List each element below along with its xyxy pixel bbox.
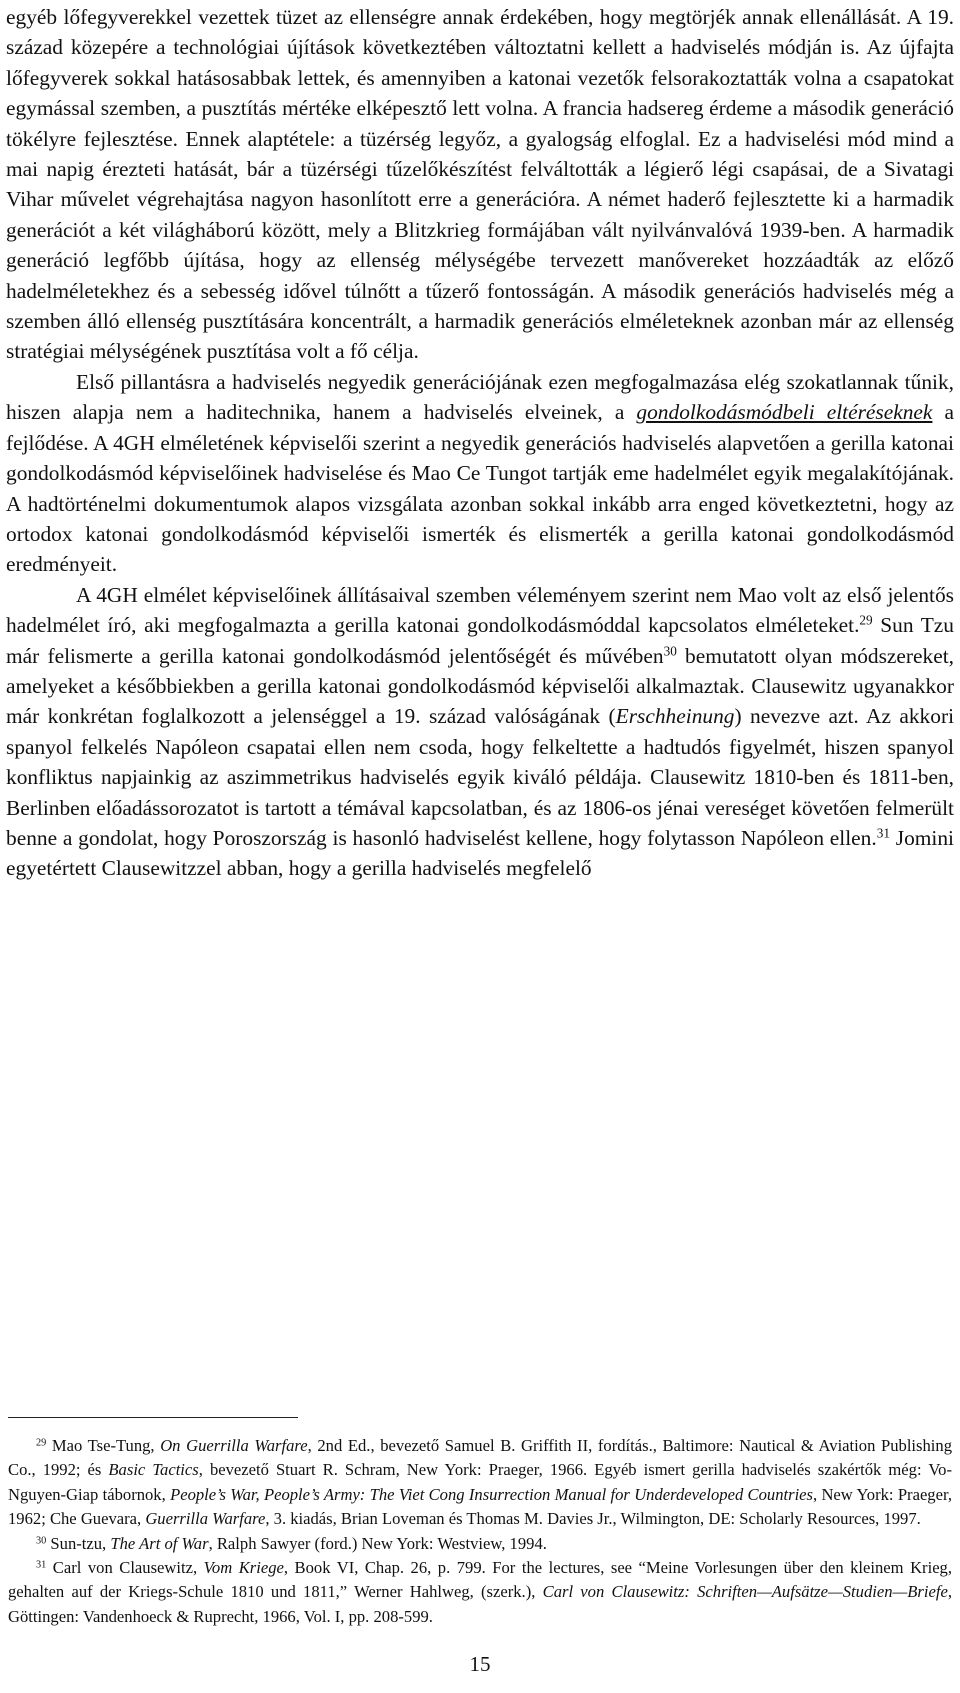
footnote-29-title-1: On Guerrilla Warfare: [160, 1436, 308, 1455]
footnote-31-title-1: Vom Kriege: [203, 1558, 284, 1578]
paragraph-3-text-b: Sun Tzu már felismerte a gerilla katonai gondolkodásmód jelentőségét és művében: [6, 613, 954, 668]
footnote-30-text-2: , Ralph Sawyer (ford.) New York: Westview, 1994.: [208, 1533, 547, 1553]
paragraph-3-text-e: Jomini egyetértett Clausewitzzel abban, hogy a gerilla hadviselés megfelelő: [6, 825, 954, 881]
footnote-29: [8, 1434, 952, 1532]
page-number: 15: [469, 1652, 491, 1676]
footnote-ref-30: 30: [663, 643, 677, 659]
footnote-31-number: 31: [36, 1559, 47, 1571]
footnote-30-text-1: Sun-tzu,: [46, 1533, 111, 1553]
footnote-31-title-2: Carl von Clausewitz: Schriften—Aufsätze—Studien—Briefe: [542, 1582, 948, 1602]
paragraph-3-emphasis: Erschheinung: [615, 704, 735, 729]
footnote-ref-29: 29: [859, 612, 873, 628]
paragraph-2-emphasis: gondolkodásmódbeli eltéréseknek: [636, 400, 933, 425]
paragraph-3: [6, 580, 954, 884]
paragraph-1: [6, 2, 954, 367]
footnote-30: [8, 1532, 952, 1556]
document-page: [6, 0, 954, 884]
footnote-30-title-1: The Art of War: [110, 1533, 209, 1553]
footnote-31-text-2: , Book VI, Chap. 26, p. 799. For the lectures, see “Meine Vorlesungen über den kleinem Krieg, gehalten auf der Kriegs-Schule 1810 und 1811,” Werner Hahlweg, (szerk.),: [8, 1558, 953, 1602]
footnotes: [8, 1434, 952, 1629]
footnote-29-title-2: Basic Tactics: [108, 1460, 199, 1480]
footnote-31-text-3: , Göttingen: Vandenhoeck & Ruprecht, 1966, Vol. I, pp. 208-599.: [8, 1582, 952, 1626]
footnote-29-title-3: People’s War, People’s Army: The Viet Cong Insurrection Manual for Underdeveloped Countries: [170, 1484, 813, 1504]
footnote-29-title-4: Guerrilla Warfare: [145, 1509, 266, 1529]
paragraph-2-text-a: Első pillantásra a hadviselés negyedik generációjának ezen megfogalmazása elég szokatlannak tűnik, hiszen alapja nem a haditechnika, hanem a hadviselés elveinek, a: [6, 369, 954, 425]
paragraph-2-text-b: a fejlődése. A 4GH elméletének képviselői szerint a negyedik generációs hadviselés alapvetően a gerilla katonai gondolkodásmód képviselőinek hadviselése és Mao Ce Tungot tartják eme hadelmélet egyik megalakítójának. A hadtörténelmi dokumentumok alapos vizsgálata azonban sokkal inkább arra enged következtetni, hogy az ortodox katonai gondolkodásmód képviselői ismerték és elismerték a gerilla katonai gondolkodásmód eredményeit.: [6, 400, 954, 577]
paragraph-2: [6, 367, 954, 580]
paragraph-3-text-c: bemutatott olyan módszereket, amelyeket a későbbiekben a gerilla katonai gondolkodásmód képviselői alkalmaztak. Clausewitz ugyanakkor már konkrétan foglalkozott a jelenséggel a 19. század valóságának (: [6, 643, 954, 729]
footnote-separator: [8, 1417, 298, 1418]
footnote-29-text-5: , 3. kiadás, Brian Loveman és Thomas M. Davies Jr., Wilmington, DE: Scholarly Resources, 1997.: [265, 1509, 921, 1529]
footnote-29-text-2: , 2nd Ed., bevezető Samuel B. Griffith II, fordítás., Baltimore: Nautical & Aviation Publishing Co., 1992; és: [8, 1436, 952, 1480]
paragraph-3-text-d: ) nevezve azt. Az akkori spanyol felkelés Napóleon csapatai ellen nem csoda, hogy felkeltette a hadtudós figyelmét, hiszen spanyol konfliktus napjainkig az aszimmetrikus hadviselés egyik kiváló példája. Clausewitz 1810-ben és 1811-ben, Berlinben előadássorozatot is tartott a témával kapcsolatban, és az 1806-os jénai vereséget követően felmerült benne a gondolat, hogy Poroszország is hasonló hadviselést kellene, hogy folytasson Napóleon ellen.: [6, 704, 955, 850]
paragraph-1-text: egyéb lőfegyverekkel vezettek tüzet az ellenségre annak érdekében, hogy megtörjék annak ellenállását. A 19. század közepére a technológiai újítások következtében változtatni kellett a hadviselés módján is. Az újfajta lőfegyverek sokkal hatásosabbak lettek, és amennyiben a katonai vezetők felsorakoztatták volna a csapatokat egymással szemben, a pusztítás mértéke elképesztő lett volna. A francia hadsereg érdeme a második generáció tökélyre fejlesztése. Ennek alaptétele: a tüzérség legyőz, a gyalogság elfoglal. Ez a hadviselési mód mind a mai napig érezteti hatását, bár a tüzérségi tűzelőkészítést felváltották a légierő légi csapásai, de a Sivatagi Vihar művelet végrehajtása nagyon hasonlított erre a generációra. A német haderő fejlesztette ki a harmadik generációt a két világháború között, mely a Blitzkrieg formájában vált nyilvánvalóvá 1939-ben. A harmadik generáció legfőbb újítása, hogy az ellenség mélységébe tervezett manővereket hozzáadták az előző hadelméletekhez és a sebesség idővel túlnőtt a tűzerő fontosságán. A második generációs hadviselés még a szemben álló ellenség pusztítására koncentrált, a harmadik generációs elméleteknek azonban már az ellenség stratégiai mélységének pusztítása volt a fő célja.: [6, 5, 954, 364]
footnote-31: [8, 1556, 952, 1629]
main-text: [6, 0, 954, 884]
footnote-30-number: 30: [36, 1534, 47, 1546]
footnote-ref-31: 31: [876, 825, 890, 841]
footnote-29-text-1: Mao Tse-Tung,: [46, 1436, 161, 1455]
paragraph-3-text-a: A 4GH elmélet képviselőinek állításaival szemben véleményem szerint nem Mao volt az első jelentős hadelmélet író, aki megfogalmazta a gerilla katonai gondolkodásmóddal kapcsolatos elméleteket.: [6, 582, 954, 638]
footnote-31-text-1: Carl von Clausewitz,: [46, 1558, 204, 1578]
footnote-29-text-3: , bevezető Stuart R. Schram, New York: Praeger, 1966. Egyéb ismert gerilla hadviselés szakértők még: Vo-Nguyen-Giap tábornok,: [8, 1460, 952, 1504]
footnote-29-number: 29: [36, 1437, 47, 1449]
footnote-29-text-4: , New York: Praeger, 1962; Che Guevara,: [8, 1484, 952, 1529]
